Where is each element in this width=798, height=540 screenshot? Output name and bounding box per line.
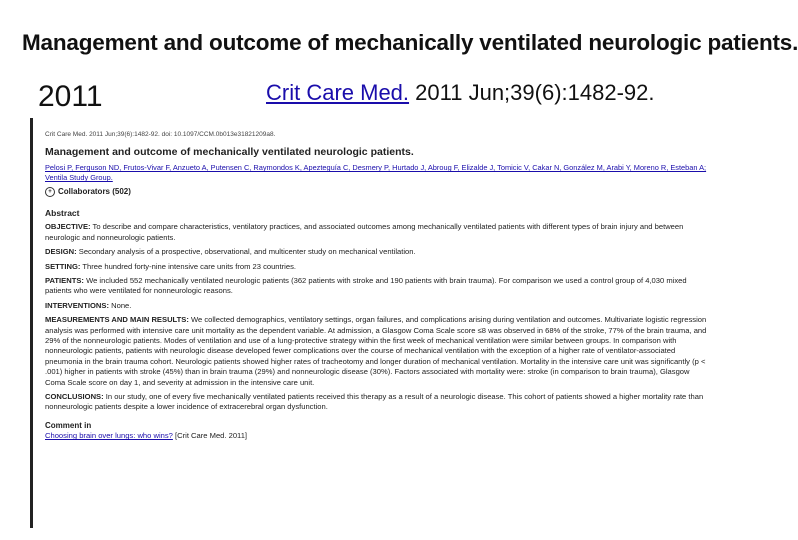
section-label: INTERVENTIONS: — [45, 300, 109, 310]
citation-details: 2011 Jun;39(6):1482-92. — [409, 80, 655, 105]
expand-plus-icon[interactable]: + — [45, 187, 55, 197]
citation — [266, 80, 654, 106]
comment-ref: [Crit Care Med. 2011] — [172, 431, 248, 441]
authors-link[interactable]: Pelosi P, Ferguson ND, Frutos-Vivar F, Anzueto A, Putensen C, Raymondos K, Apezteguía C, Desmery P, Hurtado J, Abroug F, Elizalde J, Tomicic V, Cakar N, González M, Arabi Y, Moreno R, Esteban A; Ventila Study Group. — [45, 163, 707, 183]
comment-entry — [45, 431, 707, 441]
section-text: We included 552 mechanically ventilated neurologic patients (362 patients with stroke and 190 patients with brain trauma). For comparison we used a control group of 4,030 mixed patients who were ventilated for nonneurologic reasons. — [45, 275, 687, 296]
section-text: None. — [109, 300, 132, 310]
section-label: DESIGN: — [45, 247, 77, 257]
abstract-section — [45, 392, 707, 413]
abstract-section — [45, 247, 707, 257]
section-label: MEASUREMENTS AND MAIN RESULTS: — [45, 315, 189, 325]
section-label: SETTING: — [45, 261, 81, 271]
section-text: Secondary analysis of a prospective, observational, and multicenter study on mechanical ventilation. — [76, 247, 416, 257]
paper-abstract-panel — [30, 118, 707, 528]
comment-link[interactable]: Choosing brain over lungs: who wins? — [45, 431, 173, 441]
section-label: CONCLUSIONS: — [45, 392, 104, 402]
citation-journal-link[interactable]: Crit Care Med. — [266, 80, 410, 105]
section-text: In our study, one of every five mechanically ventilated patients received this therapy as a result of a neurologic disease. This cohort of patients showed a higher mortality rate than nonneurologic patients despite a lower incidence of extracerebral organ dysfunction. — [45, 392, 704, 412]
abstract-section — [45, 276, 707, 297]
author-list — [45, 163, 707, 183]
section-label: OBJECTIVE: — [45, 222, 91, 232]
paper-meta: Crit Care Med. 2011 Jun;39(6):1482-92. doi: 10.1097/CCM.0b013e31821209a8. — [45, 131, 276, 138]
abstract-heading: Abstract — [45, 207, 80, 218]
abstract-section — [45, 315, 707, 388]
abstract-sections — [45, 222, 707, 413]
collaborators[interactable] — [45, 187, 707, 198]
collaborators-label: Collaborators (502) — [58, 187, 131, 197]
section-label: PATIENTS: — [45, 275, 84, 285]
year-label: 2011 — [38, 80, 103, 113]
paper-title: Management and outcome of mechanically ventilated neurologic patients. — [45, 146, 414, 159]
comment-heading: Comment in — [45, 420, 92, 430]
abstract-section — [45, 262, 707, 272]
abstract-section — [45, 301, 707, 311]
section-text: Three hundred forty-nine intensive care units from 23 countries. — [80, 261, 296, 271]
slide-title: Management and outcome of mechanically ventilated neurologic patients. — [22, 30, 798, 55]
section-text: To describe and compare characteristics, ventilatory practices, and associated outcomes among mechanically ventilated patients with different types of brain injury and between neurologic and nonneurologic patients. — [45, 222, 684, 242]
abstract-section — [45, 222, 707, 243]
section-text: We collected demographics, ventilatory settings, organ failures, and complications arising during ventilation and outcomes. Multivariate logistic regression analysis was performed with intensive care unit mortality as the dependent variable. At admission, a Glasgow Coma Scale score ≤8 was observed in 68% of the stroke, 77% of the brain trauma, and 29% of the nonneurologic patients. Modes of ventilation and use of a lung-protective strategy within the first week of mechanical ventilation were similar between groups. In comparison with nonneurologic patients, patients with neurologic disease developed fewer complications over the course of mechanical ventilation with the exception of a higher rate of ventilator-associated pneumonia in the brain trauma cohort. Neurologic patients showed higher rates of tracheotomy and longer duration of mechanical ventilation. Mortality in the intensive care unit was significantly (p < .001) higher in patients with stroke (45%) than in brain trauma (29%) and nonneurologic disease (30%). Factors associated with mortality were: stroke (in comparison to brain trauma), Glasgow Coma Scale score on day 1, and severity at admission in the intensive care unit. — [45, 315, 707, 387]
